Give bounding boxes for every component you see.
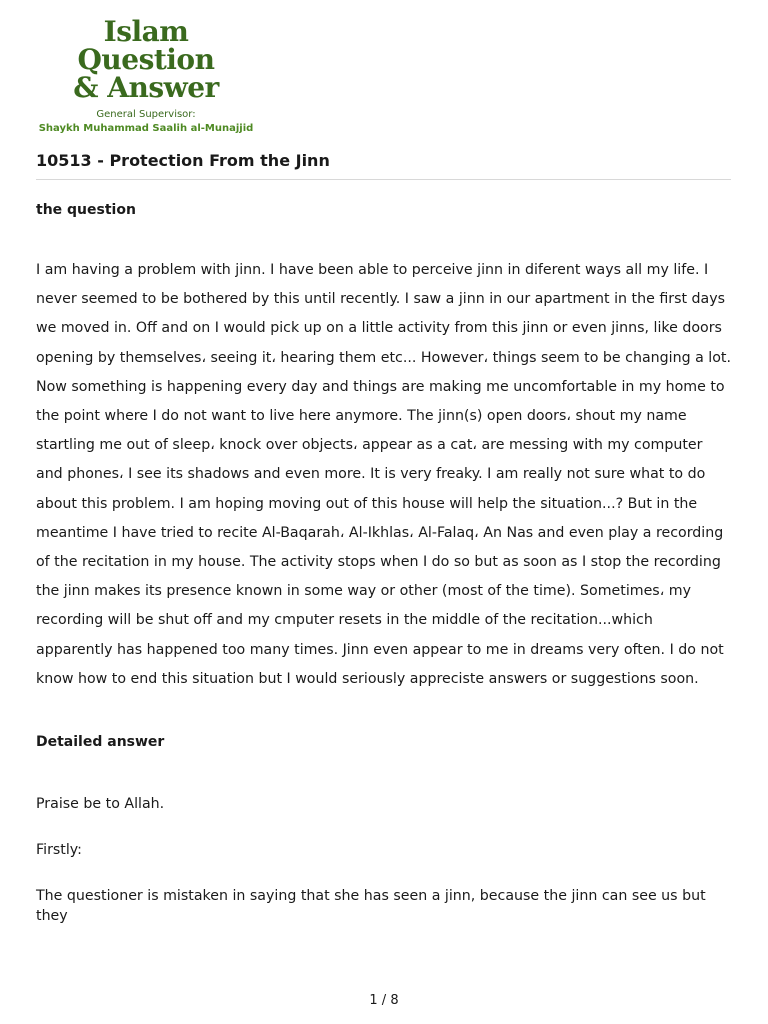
logo-title-line-1: Islam Question [77, 15, 215, 76]
answer-paragraph: Firstly: [36, 842, 82, 858]
title-divider [36, 179, 731, 180]
question-heading: the question [36, 202, 136, 218]
logo-supervisor-label: General Supervisor: [96, 109, 196, 120]
answer-paragraph: The questioner is mistaken in saying that she has seen a jinn, because the jinn can see us but they [36, 888, 706, 924]
question-text: I am having a problem with jinn. I have been able to perceive jinn in diferent ways all my life. I never seemed to be bothered by this until recently. I saw a jinn in our apartment in the first days we moved in. Off and on I would pick up on a little activity from this jinn or even jinns, like doors opening by themselves، seeing it، hearing them etc... However، things seem to be changing a lot. Now something is happening every day and things are making me uncomfortable in my home to the point where I do not want to live here anymore. The jinn(s) open doors، shout my name startling me out of sleep، knock over objects، appear as a cat، are messing with my computer and phones، I see its shadows and even more. It is very freaky. I am really not sure what to do about this problem. I am hoping moving out of this house will help the situation...? But in the meantime I have tried to recite Al-Baqarah، Al-Ikhlas، Al-Falaq، An Nas and even play a recording of the recitation in my house. The activity stops when I do so but as soon as I stop the recording the jinn makes its presence known in some way or other (most of the time). Sometimes، my recording will be shut off and my cmputer resets in the middle of the recitation...which apparently has happened too many times. Jinn even appear to me in dreams very often. I do not know how to end this situation but I would seriously appreciste answers or suggestions soon. [36, 262, 732, 687]
page-number: 1 / 8 [369, 993, 399, 1008]
answer-paragraph: Praise be to Allah. [36, 796, 165, 812]
page-title: 10513 - Protection From the Jinn [36, 151, 330, 170]
site-logo [36, 15, 256, 136]
answer-heading: Detailed answer [36, 734, 165, 750]
logo-supervisor-name: Shaykh Muhammad Saalih al-Munajjid [38, 123, 254, 134]
logo-title-line-2: & Answer [73, 71, 219, 104]
